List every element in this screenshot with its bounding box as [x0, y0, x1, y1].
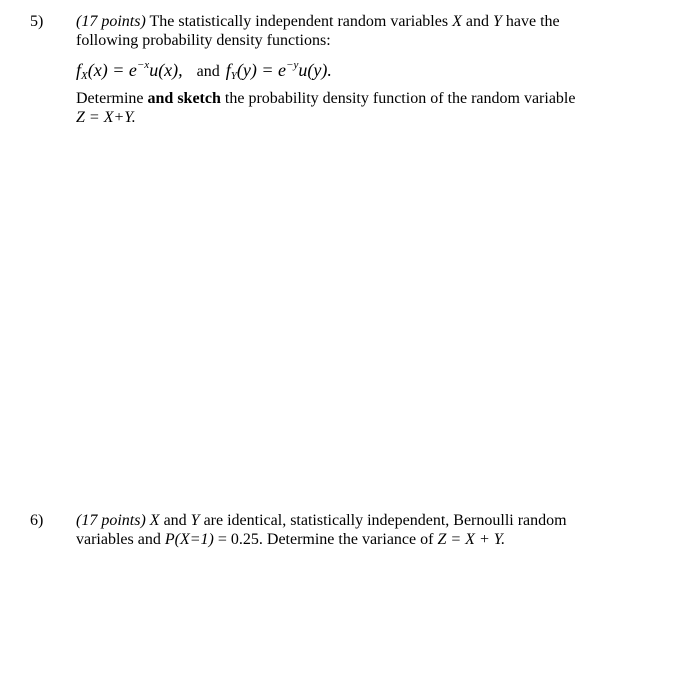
- prob-expr: P(X=1): [164, 531, 214, 548]
- eq2-tail: u(y).: [298, 60, 332, 80]
- problem-body: [76, 12, 636, 127]
- points-label: (17 points): [76, 13, 146, 30]
- problem-line-1: (17 points) The statistically independent random variables X and Y have the: [76, 13, 560, 30]
- points-label: (17 points): [76, 512, 146, 529]
- problem-line-2: following probability density functions:: [76, 32, 331, 49]
- eq2-sub: Y: [230, 70, 237, 82]
- eq1-f: f: [76, 60, 82, 80]
- eq1-arg: (x) = e: [87, 60, 137, 80]
- problem-number: 6): [30, 512, 44, 529]
- eq-and: and: [196, 63, 220, 80]
- problem-line-2: variables and P(X=1) = 0.25. Determine the variance of Z = X + Y.: [76, 531, 506, 548]
- eq1-sub: X: [81, 70, 88, 82]
- eq1-tail: u(x),: [149, 60, 183, 80]
- task-equation: Z = X+Y.: [76, 109, 136, 126]
- var-y: Y: [492, 13, 502, 30]
- var-y: Y: [190, 512, 200, 529]
- var-x: X: [149, 512, 160, 529]
- problem-number: 5): [30, 13, 44, 30]
- var-x: X: [452, 13, 462, 30]
- problem-body: [76, 511, 636, 549]
- pdf-equations: [76, 52, 636, 89]
- z-expr: Z = X + Y.: [437, 531, 506, 548]
- eq2-f: f: [225, 60, 231, 80]
- problem-line-1: (17 points) X and Y are identical, statistically independent, Bernoulli random: [76, 512, 567, 529]
- eq2-exp: −y: [286, 59, 299, 71]
- task-bold: and sketch: [147, 90, 221, 107]
- eq2-arg: (y) = e: [236, 60, 287, 80]
- task-line: Determine and sketch the probability density function of the random variable: [76, 90, 576, 107]
- eq1-exp: −x: [136, 59, 150, 71]
